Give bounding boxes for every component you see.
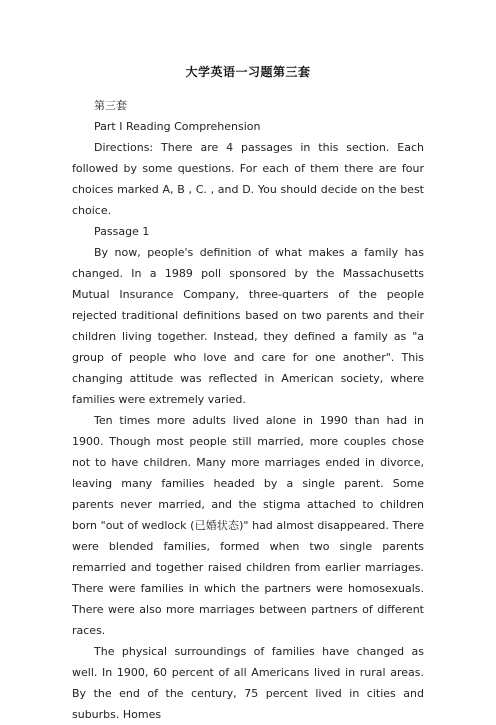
- paragraph-2: Ten times more adults lived alone in 1990 than had in 1900. Though most people still married, more couples chose not to have children. Many more marriages ended in divorce, leaving many families headed by a single parent. Some parents never married, and the stigma attached to children born "out of wedlock (已婚状态)" had almost disappeared. There were blended families, formed when two single parents remarried and together raised children from earlier marriages. There were families in which the partners were homosexuals. There were also more marriages between partners of different races.: [72, 414, 424, 637]
- document-body: [72, 95, 424, 725]
- paragraph-1: By now, people's definition of what makes a family has changed. In a 1989 poll sponsored by the Massachusetts Mutual Insurance Company, three-quarters of the people rejected traditional definitions based on two parents and their children living together. Instead, they defined a family as "a group of people who love and care for one another". This changing attitude was reflected in American society, where families were extremely varied.: [72, 246, 424, 406]
- part-heading: Part I Reading Comprehension: [94, 120, 261, 133]
- set-label: 第三套: [94, 99, 127, 112]
- passage-label: Passage 1: [94, 225, 150, 238]
- document-title: 大学英语一习题第三套: [185, 65, 311, 79]
- directions-paragraph: Directions: There are 4 passages in this section. Each followed by some questions. For each of them there are four choices marked A, B , C. , and D. You should decide on the best choice.: [72, 141, 424, 217]
- paragraph-3: The physical surroundings of families have changed as well. In 1900, 60 percent of all Americans lived in rural areas. By the end of the century, 75 percent lived in cities and suburbs. Homes: [72, 645, 424, 721]
